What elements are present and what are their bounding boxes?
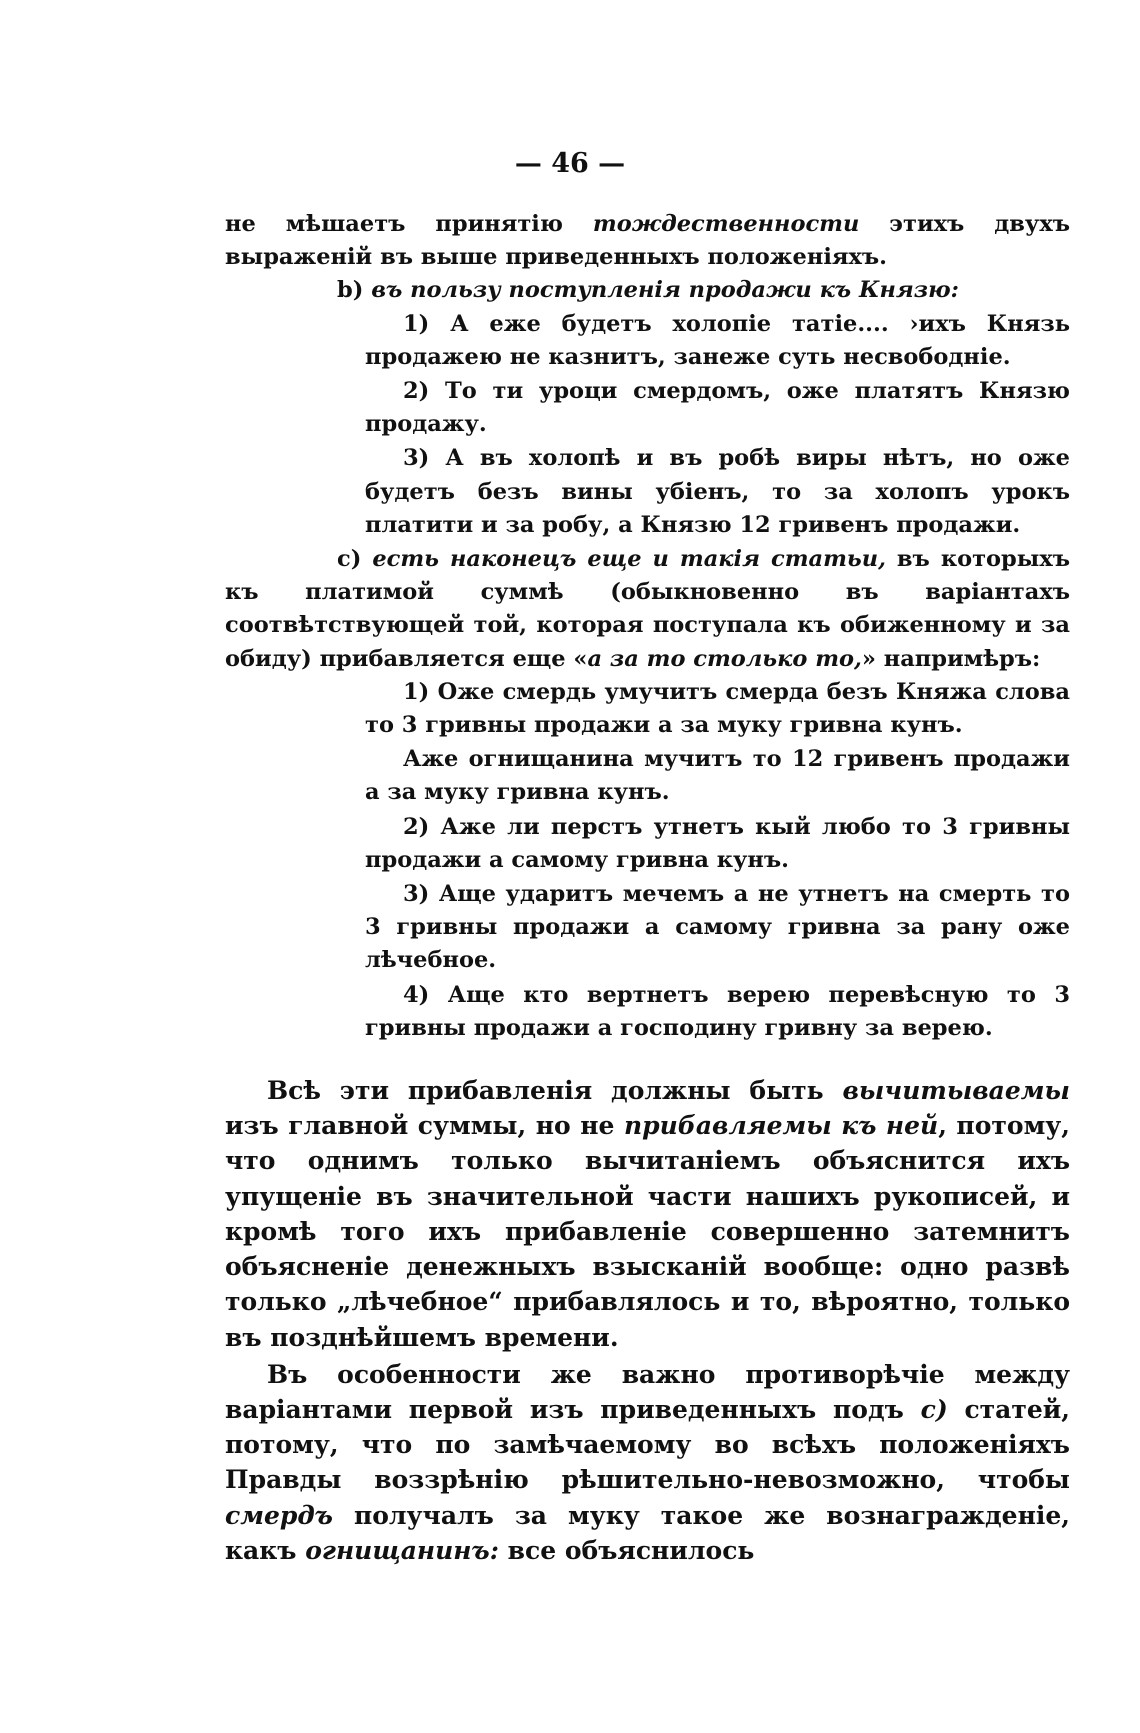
section-c-item-3: 3) Аще ударитъ мечемъ а не утнетъ на смерть то 3 гривны продажи а самому гривна за рану оже лѣчебное. [365,881,1070,974]
section-b-heading [225,274,1070,307]
intro-text: не мѣшаетъ принятію [225,211,593,237]
main-paragraphs [225,1073,1070,1568]
section-c-text-end: » напримѣръ: [861,645,1041,672]
intro-italic: тождественности [592,211,860,237]
intro-text-end: этихъ двухъ выраженій въ выше приведенныхъ положеніяхъ. [225,211,1070,271]
paragraph-additions [225,1073,1070,1355]
section-b-title: въ пользу поступленія продажи къ Князю: [371,277,959,304]
intro-paragraph [225,208,1070,274]
p3-text-a: Въ особенности же важно противорѣчіе между варіантами первой изъ приведенныхъ подъ [225,1359,1070,1424]
p3-italic-3: огнищанинъ: [305,1535,499,1565]
section-b-item-3: 3) А въ холопѣ и въ робѣ виры нѣтъ, но оже будетъ безъ вины убіенъ, то за холопъ урокъ платити и за робу, а Князю 12 гривенъ продажи. [365,445,1070,538]
section-c-text: въ которыхъ къ платимой суммѣ (обыкновенно въ варіантахъ соотвѣтствующей той, которая поступала къ обиженному и за обиду) прибавляется еще « [225,546,1070,672]
section-b-item-1: 1) А еже будетъ холопіе татіе.... ›ихъ Князь продажею не казнитъ, занеже суть несвободніе. [365,310,1070,370]
section-b-item-2: 2) То ти уроци смердомъ, оже платятъ Князю продажу. [365,378,1070,438]
p2-italic-1: вычитываемы [842,1076,1070,1106]
section-b-label: b) [337,277,372,304]
p3-text-b: статей, потому, что по замѣчаемому во всѣхъ положеніяхъ Правды воззрѣнію рѣшительно-невозможно, чтобы [225,1394,1070,1495]
body-text [225,208,1070,1568]
p2-text-c: , потому, что однимъ только вычитаніемъ объяснится ихъ упущеніе въ значительной части нашихъ рукописей, и кромѣ того ихъ прибавленіе совершенно затемнитъ объясненіе денежныхъ взысканій вообще: одно развѣ только „лѣчебное“ прибавлялось и то, вѣроятно, только въ позднѣйшемъ времени. [225,1111,1070,1352]
p3-italic-1: c) [920,1394,948,1424]
p3-text-d: все объяснилось [498,1535,755,1565]
p2-italic-2: прибавляемы къ ней [623,1111,939,1141]
section-c-heading [225,543,1070,676]
section-c-item-4: 4) Аще кто вертнетъ верею перевѣсную то 3 гривны продажи а господину гривну за верею. [365,981,1070,1041]
section-c-item-1: 1) Оже смердь умучитъ смерда безъ Княжа слова то 3 гривны продажи а за муку гривна кунъ. [365,678,1070,739]
section-c-label: c) [337,546,373,573]
section-c-item-1b: Аже огнищанина мучитъ то 12 гривенъ продажи а за муку гривна кунъ. [365,746,1070,806]
p2-text-b: изъ главной суммы, но не [225,1111,624,1141]
section-c-quote: а за то столько то, [587,645,862,672]
p3-text-c: получалъ за муку такое же вознагражденіе, какъ [225,1500,1070,1565]
paragraph-contradiction [225,1357,1070,1568]
p2-text-a: Всѣ эти прибавленія должны быть [267,1076,843,1106]
page-number: — 46 — [514,148,626,179]
section-c-title: есть наконецъ еще и такія статьи, [372,546,886,573]
p3-italic-2: смердъ [225,1500,333,1530]
section-c-item-2: 2) Аже ли перстъ утнетъ кый любо то 3 гривны продажи а самому гривна кунъ. [365,813,1070,873]
